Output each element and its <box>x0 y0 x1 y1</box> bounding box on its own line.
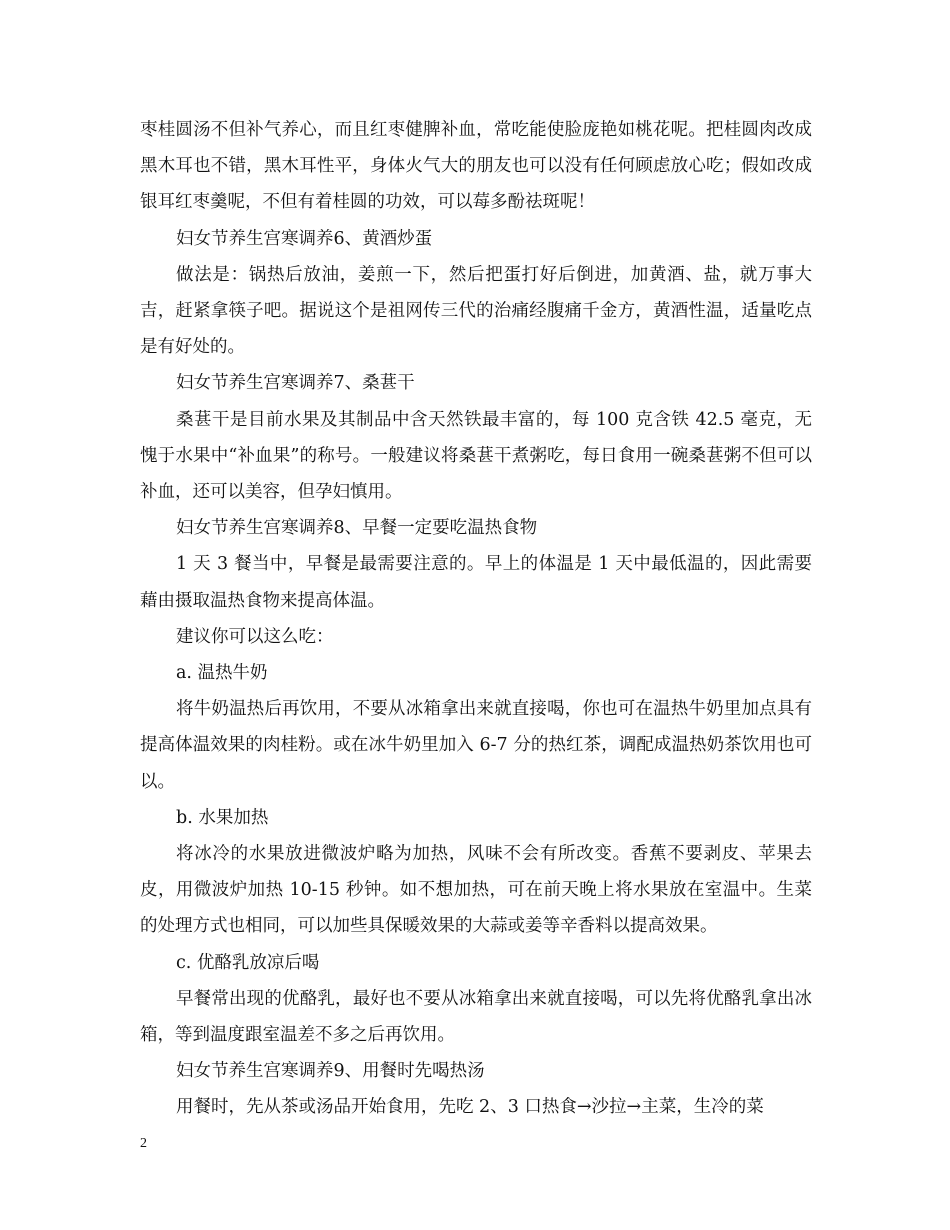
subheading-b: b. 水果加热 <box>176 807 269 828</box>
paragraph-8: 早餐常出现的优酪乳，最好也不要从冰箱拿出来就直接喝，可以先将优酪乳拿出冰箱，等到温度跟室温差不多之后再饮用。 <box>140 988 812 1046</box>
subheading-a: a. 温热牛奶 <box>176 663 268 684</box>
heading-item-7: 妇女节养生宫寒调养7、桑葚干 <box>176 373 415 394</box>
heading-item-9: 妇女节养生宫寒调养9、用餐时先喝热汤 <box>176 1061 485 1082</box>
page-number: 2 <box>140 1136 147 1151</box>
paragraph-4: 1 天 3 餐当中，早餐是最需要注意的。早上的体温是 1 天中最低温的，因此需要藉由摄取温热食物来提高体温。 <box>140 554 812 611</box>
subheading-c: c. 优酪乳放凉后喝 <box>176 952 320 973</box>
paragraph-7: 将冰冷的水果放进微波炉略为加热，风味不会有所改变。香蕉不要剥皮、苹果去皮，用微波炉加热 10-15 秒钟。如不想加热，可在前天晚上将水果放在室温中。生菜的处理方式也相同，可以加些具保暖效果的大蒜或姜等辛香料以提高效果。 <box>140 844 812 937</box>
paragraph-2: 做法是：锅热后放油，姜煎一下，然后把蛋打好后倒进，加黄酒、盐，就万事大吉，赶紧拿筷子吧。据说这个是祖网传三代的治痛经腹痛千金方，黄酒性温，适量吃点是有好处的。 <box>140 264 812 358</box>
paragraph-9: 用餐时，先从茶或汤品开始食用，先吃 2、3 口热食→沙拉→主菜，生冷的菜 <box>176 1097 764 1118</box>
heading-item-6: 妇女节养生宫寒调养6、黄酒炒蛋 <box>176 228 433 249</box>
paragraph-3: 桑葚干是目前水果及其制品中含天然铁最丰富的，每 100 克含铁 42.5 毫克，无愧于水果中“补血果”的称号。一般建议将桑葚干煮粥吃，每日食用一碗桑葚粥不但可以补血，还可以美容，但孕妇慎用。 <box>140 409 812 503</box>
paragraph-1: 枣桂圆汤不但补气养心，而且红枣健脾补血，常吃能使脸庞艳如桃花呢。把桂圆肉改成黑木耳也不错，黑木耳性平，身体火气大的朋友也可以没有任何顾虑放心吃；假如改成银耳红枣羹呢，不但有着桂圆的功效，可以莓多酚祛斑呢！ <box>140 120 812 213</box>
paragraph-6: 将牛奶温热后再饮用，不要从冰箱拿出来就直接喝，你也可在温热牛奶里加点具有提高体温效果的肉桂粉。或在冰牛奶里加入 6-7 分的热红茶，调配成温热奶茶饮用也可以。 <box>140 699 812 792</box>
heading-item-8: 妇女节养生宫寒调养8、早餐一定要吃温热食物 <box>176 518 538 539</box>
document-body <box>140 112 812 1126</box>
paragraph-5: 建议你可以这么吃： <box>176 626 334 647</box>
